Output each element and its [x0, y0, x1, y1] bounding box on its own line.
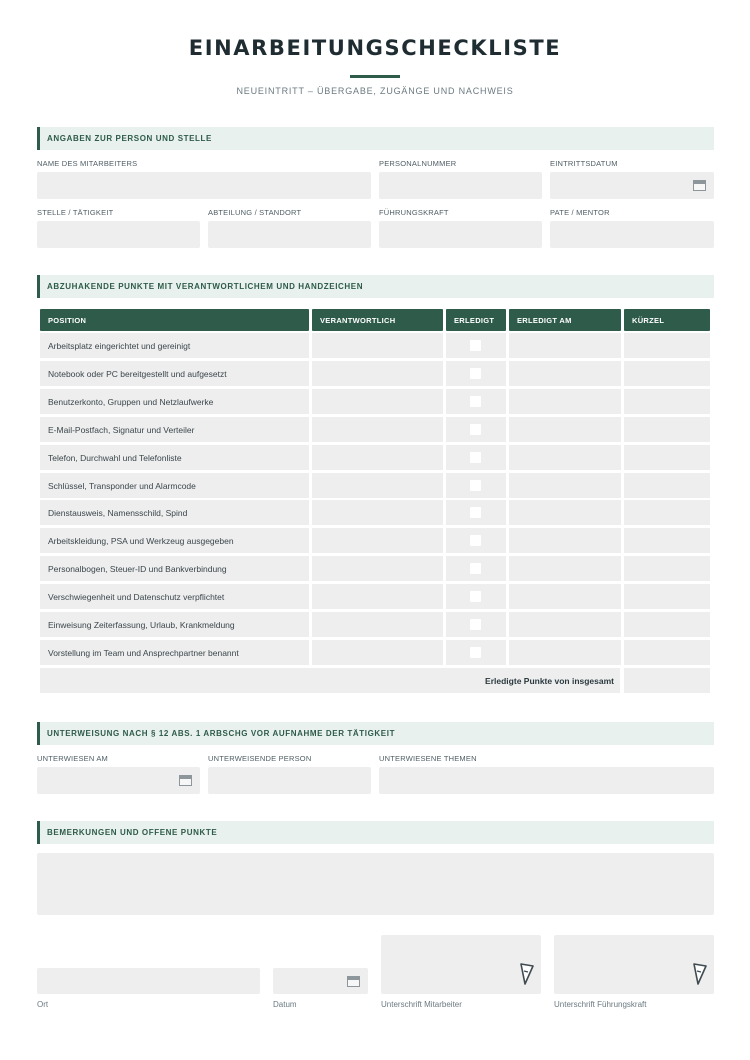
item-initials-field[interactable]	[624, 361, 710, 386]
column-header-initials: KÜRZEL	[624, 309, 710, 331]
item-done-date-field[interactable]	[509, 556, 621, 581]
item-done-date-field[interactable]	[509, 417, 621, 442]
item-done-date-field[interactable]	[509, 500, 621, 525]
item-position-cell	[40, 528, 309, 553]
item-position-cell	[40, 417, 309, 442]
name-label: NAME DES MITARBEITERS	[37, 159, 138, 168]
item-initials-field[interactable]	[624, 389, 710, 414]
item-done-cell	[446, 389, 506, 414]
done-checkbox[interactable]	[470, 563, 481, 574]
section-instruction	[37, 722, 714, 745]
item-done-date-field[interactable]	[509, 612, 621, 637]
item-done-cell	[446, 500, 506, 525]
done-checkbox[interactable]	[470, 480, 481, 491]
item-position-cell	[40, 500, 309, 525]
employee-signature-field[interactable]	[381, 935, 541, 994]
item-initials-field[interactable]	[624, 333, 710, 358]
item-position-cell	[40, 640, 309, 665]
department-field[interactable]	[208, 221, 371, 248]
item-label: Schlüssel, Transponder und Alarmcode	[48, 481, 196, 491]
item-label: Einweisung Zeiterfassung, Urlaub, Krankmeldung	[48, 620, 235, 630]
personnel-number-label: PERSONALNUMMER	[379, 159, 457, 168]
item-responsible-field[interactable]	[312, 389, 443, 414]
item-responsible-field[interactable]	[312, 528, 443, 553]
place-field[interactable]	[37, 968, 260, 994]
column-header-done: ERLEDIGT	[446, 309, 506, 331]
mentor-field[interactable]	[550, 221, 714, 248]
remarks-textarea[interactable]	[37, 853, 714, 915]
item-responsible-field[interactable]	[312, 361, 443, 386]
done-checkbox[interactable]	[470, 591, 481, 602]
item-done-cell	[446, 417, 506, 442]
employee-name-field[interactable]	[37, 172, 371, 199]
topics-field[interactable]	[379, 767, 714, 794]
item-responsible-field[interactable]	[312, 473, 443, 498]
section-checklist	[37, 275, 714, 298]
item-label: Verschwiegenheit und Datenschutz verpflichtet	[48, 592, 225, 602]
item-position-cell	[40, 612, 309, 637]
employee-signature-label: Unterschrift Mitarbeiter	[381, 1000, 462, 1009]
item-done-cell	[446, 556, 506, 581]
done-checkbox[interactable]	[470, 647, 481, 658]
item-done-date-field[interactable]	[509, 445, 621, 470]
done-checkbox[interactable]	[470, 424, 481, 435]
summary-row	[40, 668, 620, 693]
instruction-date-field[interactable]	[37, 767, 200, 794]
item-position-cell	[40, 556, 309, 581]
item-initials-field[interactable]	[624, 500, 710, 525]
column-header-responsible: VERANTWORTLICH	[312, 309, 443, 331]
page-title: EINARBEITUNGSCHECKLISTE	[188, 36, 562, 60]
done-checkbox[interactable]	[470, 368, 481, 379]
item-position-cell	[40, 445, 309, 470]
item-done-date-field[interactable]	[509, 473, 621, 498]
signature-pen-icon	[692, 962, 708, 986]
place-label: Ort	[37, 1000, 49, 1009]
column-header-position: POSITION	[40, 309, 309, 331]
column-header-done-date: ERLEDIGT AM	[509, 309, 621, 331]
summary-count-field[interactable]	[624, 668, 710, 693]
manager-signature-field[interactable]	[554, 935, 714, 994]
signature-pen-icon	[519, 962, 535, 986]
item-position-cell	[40, 361, 309, 386]
section-title-instruction: UNTERWEISUNG NACH § 12 ABS. 1 ARBSCHG VOR AUFNAHME DER TÄTIGKEIT	[47, 729, 396, 738]
item-label: Benutzerkonto, Gruppen und Netzlaufwerke	[48, 397, 214, 407]
department-label: ABTEILUNG / STANDORT	[208, 208, 302, 217]
calendar-icon[interactable]	[347, 976, 360, 987]
item-initials-field[interactable]	[624, 417, 710, 442]
instruction-date-label: UNTERWIESEN AM	[37, 754, 109, 763]
item-initials-field[interactable]	[624, 640, 710, 665]
item-initials-field[interactable]	[624, 528, 710, 553]
mentor-label: PATE / MENTOR	[550, 208, 610, 217]
instructor-label: UNTERWEISENDE PERSON	[208, 754, 312, 763]
title-divider	[350, 75, 400, 78]
item-initials-field[interactable]	[624, 584, 710, 609]
done-checkbox[interactable]	[470, 340, 481, 351]
done-checkbox[interactable]	[470, 396, 481, 407]
item-done-cell	[446, 528, 506, 553]
item-label: E-Mail-Postfach, Signatur und Verteiler	[48, 425, 195, 435]
done-checkbox[interactable]	[470, 452, 481, 463]
item-initials-field[interactable]	[624, 445, 710, 470]
section-title-person: ANGABEN ZUR PERSON UND STELLE	[47, 134, 212, 143]
item-position-cell	[40, 333, 309, 358]
position-field[interactable]	[37, 221, 200, 248]
done-checkbox[interactable]	[470, 535, 481, 546]
item-responsible-field[interactable]	[312, 640, 443, 665]
personnel-number-field[interactable]	[379, 172, 542, 199]
manager-field[interactable]	[379, 221, 542, 248]
item-done-cell	[446, 612, 506, 637]
item-label: Vorstellung im Team und Ansprechpartner benannt	[48, 648, 239, 658]
done-checkbox[interactable]	[470, 619, 481, 630]
item-done-date-field[interactable]	[509, 389, 621, 414]
item-initials-field[interactable]	[624, 556, 710, 581]
item-done-cell	[446, 361, 506, 386]
manager-label: FÜHRUNGSKRAFT	[379, 208, 449, 217]
item-done-cell	[446, 640, 506, 665]
calendar-icon[interactable]	[179, 775, 192, 786]
item-position-cell	[40, 389, 309, 414]
item-done-cell	[446, 584, 506, 609]
item-initials-field[interactable]	[624, 473, 710, 498]
page-subtitle: NEUEINTRITT – ÜBERGABE, ZUGÄNGE UND NACHWEIS	[236, 86, 514, 96]
item-responsible-field[interactable]	[312, 333, 443, 358]
item-responsible-field[interactable]	[312, 612, 443, 637]
item-done-date-field[interactable]	[509, 528, 621, 553]
item-done-cell	[446, 445, 506, 470]
item-label: Arbeitskleidung, PSA und Werkzeug ausgegeben	[48, 536, 234, 546]
item-label: Notebook oder PC bereitgestellt und aufgesetzt	[48, 369, 227, 379]
summary-label: Erledigte Punkte von insgesamt	[485, 676, 614, 686]
item-position-cell	[40, 584, 309, 609]
item-done-cell	[446, 473, 506, 498]
position-label: STELLE / TÄTIGKEIT	[37, 208, 114, 217]
item-done-date-field[interactable]	[509, 640, 621, 665]
topics-label: UNTERWIESENE THEMEN	[379, 754, 477, 763]
item-label: Telefon, Durchwahl und Telefonliste	[48, 453, 182, 463]
section-title-checklist: ABZUHAKENDE PUNKTE MIT VERANTWORTLICHEM UND HANDZEICHEN	[47, 282, 364, 291]
signature-date-field[interactable]	[273, 968, 368, 994]
item-responsible-field[interactable]	[312, 417, 443, 442]
item-label: Personalbogen, Steuer-ID und Bankverbindung	[48, 564, 227, 574]
section-remarks	[37, 821, 714, 844]
section-person	[37, 127, 714, 150]
calendar-icon[interactable]	[693, 180, 706, 191]
item-done-date-field[interactable]	[509, 361, 621, 386]
item-responsible-field[interactable]	[312, 584, 443, 609]
item-initials-field[interactable]	[624, 612, 710, 637]
section-title-remarks: BEMERKUNGEN UND OFFENE PUNKTE	[47, 828, 218, 837]
item-responsible-field[interactable]	[312, 445, 443, 470]
item-done-date-field[interactable]	[509, 584, 621, 609]
item-label: Arbeitsplatz eingerichtet und gereinigt	[48, 341, 191, 351]
item-responsible-field[interactable]	[312, 500, 443, 525]
item-responsible-field[interactable]	[312, 556, 443, 581]
item-label: Dienstausweis, Namensschild, Spind	[48, 508, 188, 518]
entry-date-label: EINTRITTSDATUM	[550, 159, 618, 168]
instructor-field[interactable]	[208, 767, 371, 794]
done-checkbox[interactable]	[470, 507, 481, 518]
item-position-cell	[40, 473, 309, 498]
manager-signature-label: Unterschrift Führungskraft	[554, 1000, 647, 1009]
item-done-date-field[interactable]	[509, 333, 621, 358]
signature-date-label: Datum	[273, 1000, 297, 1009]
entry-date-field[interactable]	[550, 172, 714, 199]
item-done-cell	[446, 333, 506, 358]
